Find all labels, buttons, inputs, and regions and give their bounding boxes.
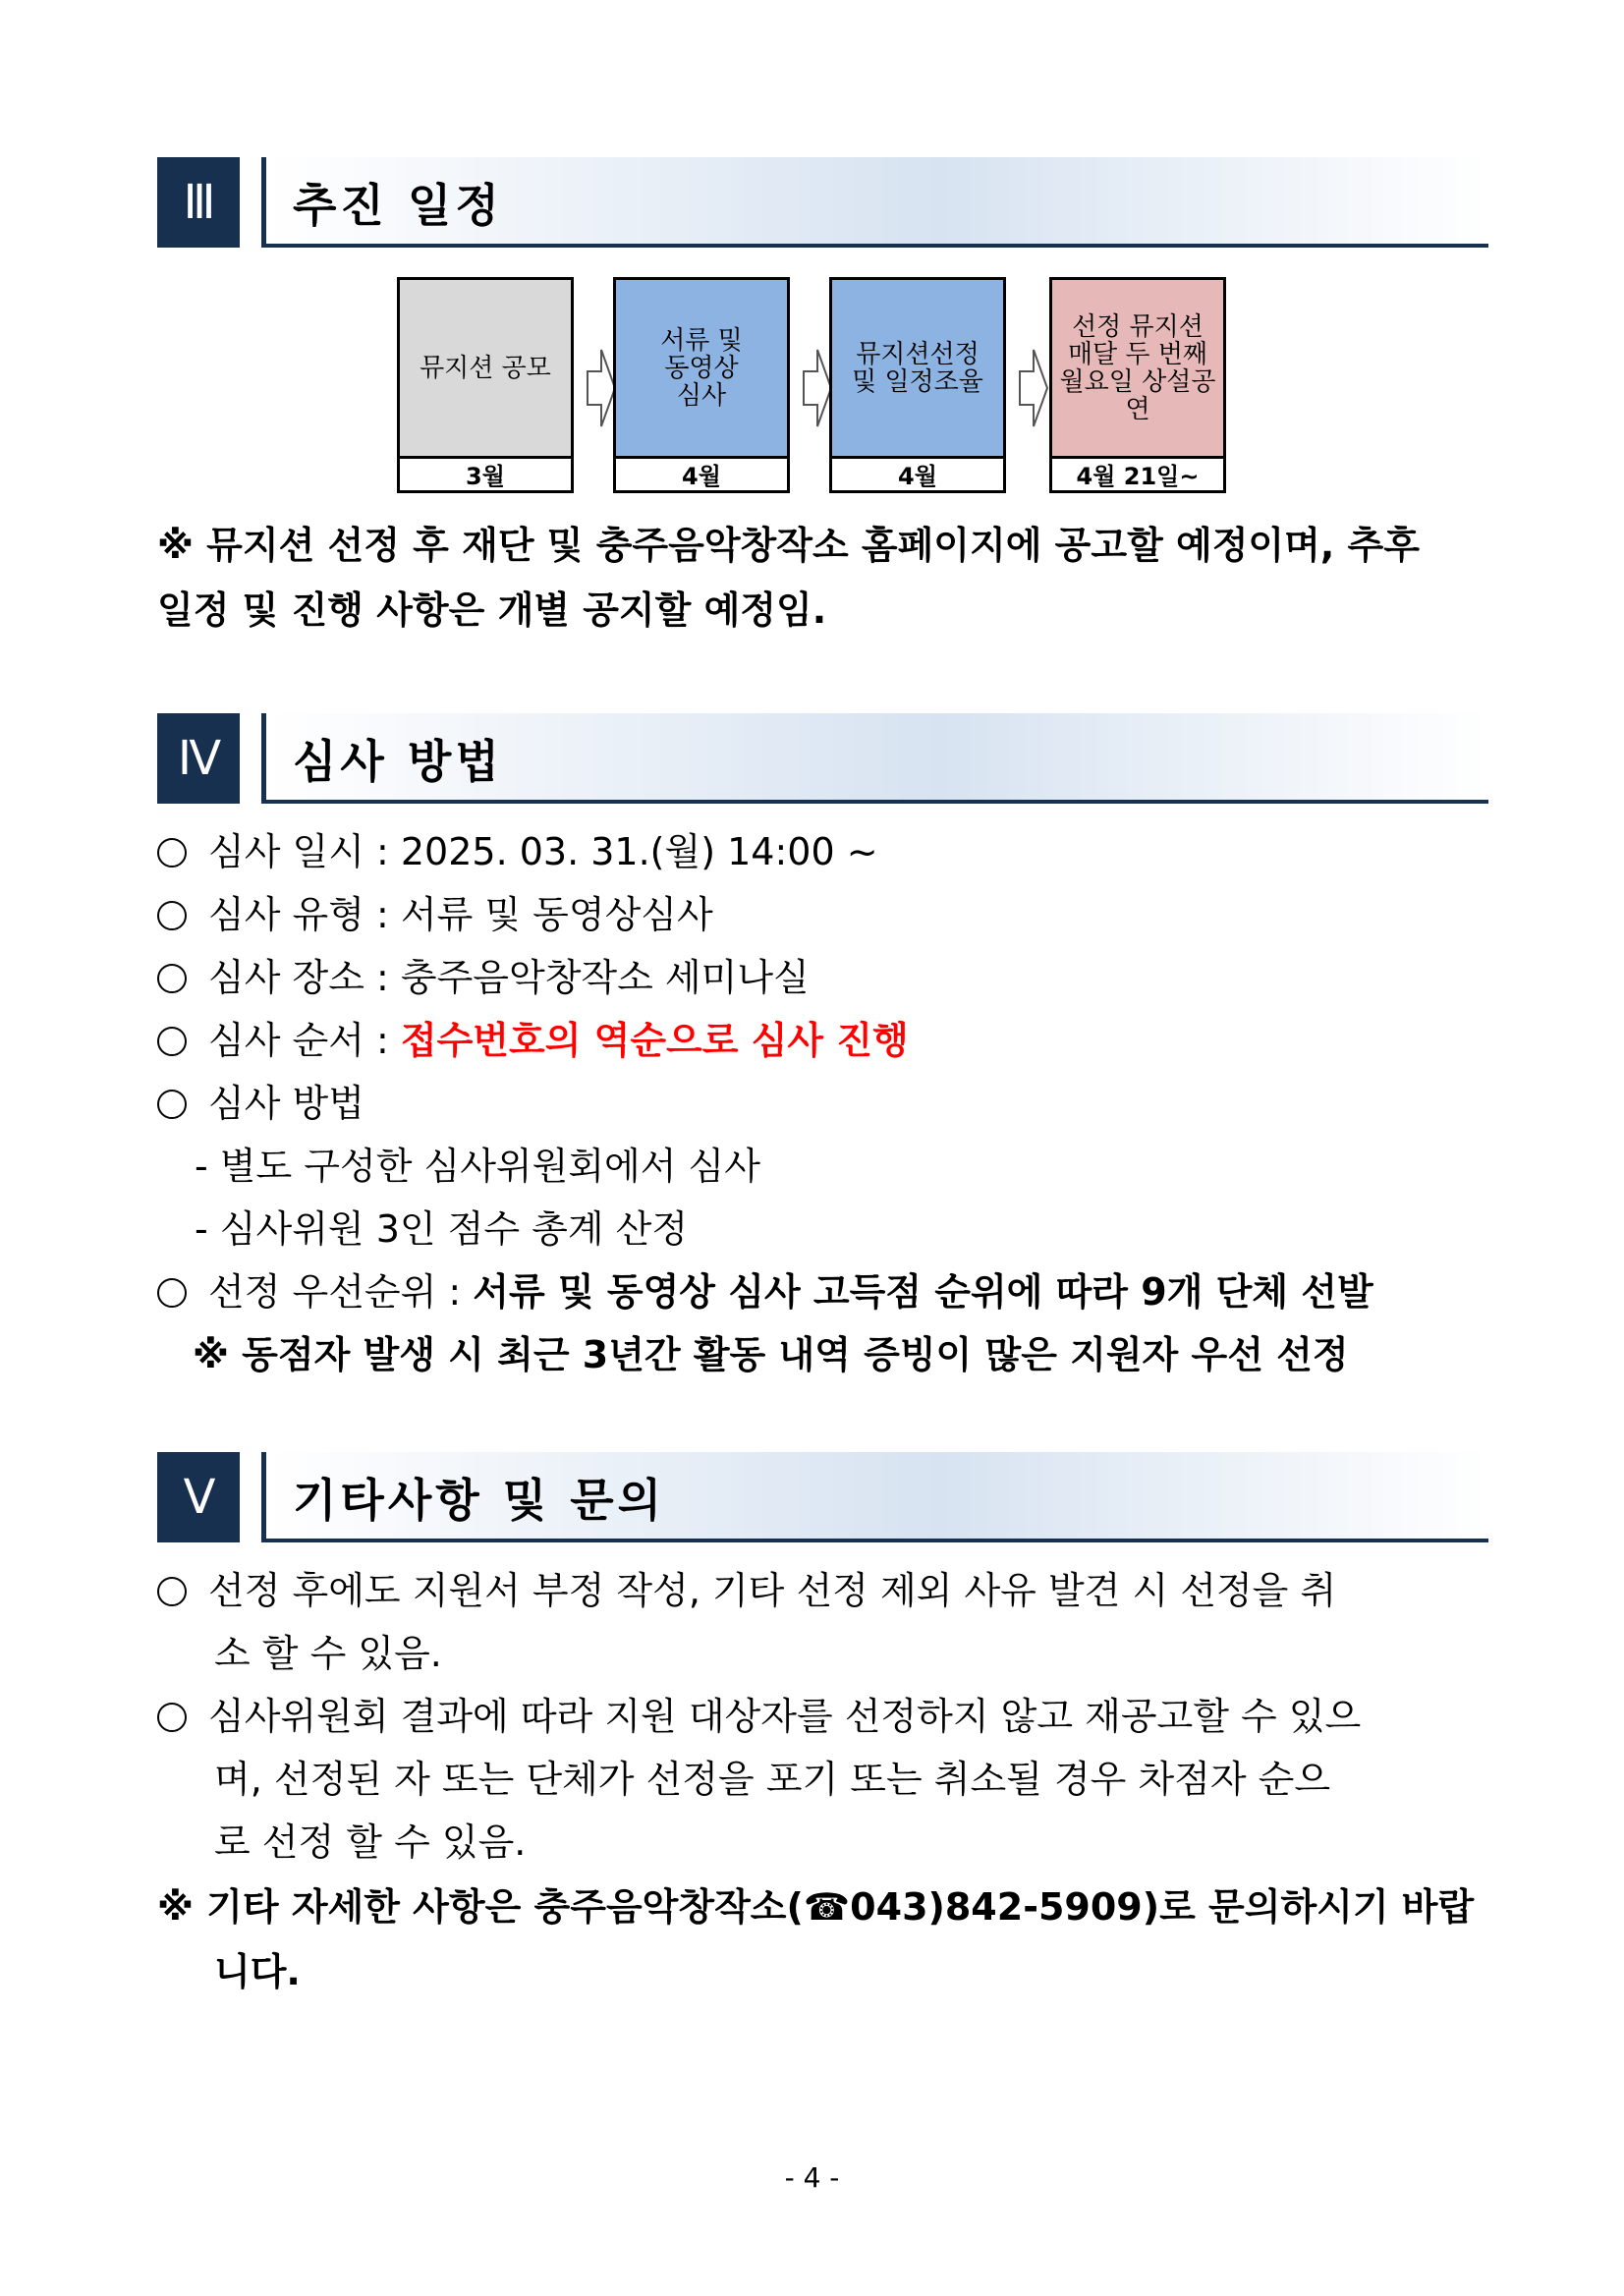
contact-note-line2: 니다.: [214, 1950, 301, 1993]
page-number: - 4 -: [784, 2161, 840, 2194]
flow-step-label: 뮤지션선정 및 일정조율: [832, 280, 1003, 459]
review-priority-label: 선정 우선순위 :: [208, 1270, 474, 1314]
section-title: 기타사항 및 문의: [293, 1474, 666, 1527]
section-header-schedule: [157, 157, 1484, 248]
flow-step-month: 4월: [898, 462, 937, 490]
etc-item2-text: 심사위원회 결과에 따라 지원 대상자를 선정하지 않고 재공고할 수 있으: [208, 1695, 1362, 1738]
review-method-sub2: - 심사위원 3인 점수 총계 산정: [195, 1207, 689, 1251]
review-type: [157, 884, 713, 938]
review-date: [157, 821, 878, 875]
circle-bullet-icon: [157, 1278, 187, 1308]
circle-bullet-icon: [157, 964, 187, 993]
review-method: [157, 1073, 364, 1127]
etc-item2-line2: 며, 선정된 자 또는 단체가 선정을 포기 또는 취소될 경우 차점자 순으: [214, 1758, 1331, 1801]
contact-note-line1: ※ 기타 자세한 사항은 충주음악창작소(☎043)842-5909)로 문의하시기 바랍: [157, 1885, 1475, 1929]
flow-step-month: 4월: [682, 462, 721, 490]
flow-step-recruit: [397, 277, 574, 493]
schedule-flow: [397, 277, 1242, 497]
etc-item1-line2: 소 할 수 있음.: [214, 1632, 442, 1675]
review-place-text: 심사 장소 : 충주음악창작소 세미나실: [208, 956, 810, 999]
circle-bullet-icon: [157, 1577, 187, 1606]
section-number: Ⅲ: [157, 157, 240, 248]
flow-step-label: 선정 뮤지션 매달 두 번째 월요일 상설공연: [1052, 280, 1223, 459]
review-date-text: 심사 일시 : 2025. 03. 31.(월) 14:00 ~: [208, 830, 878, 873]
schedule-note-line2: 일정 및 진행 사항은 개별 공지할 예정임.: [157, 588, 827, 632]
review-method-text: 심사 방법: [208, 1082, 364, 1125]
section-number: Ⅴ: [157, 1452, 240, 1542]
arrow-right-icon: [1018, 344, 1049, 432]
flow-step-selection: [829, 277, 1006, 493]
schedule-note-line1: ※ 뮤지션 선정 후 재단 및 충주음악창작소 홈페이지에 공고할 예정이며, 추후: [157, 524, 1420, 567]
etc-item1-line1: [157, 1560, 1484, 1614]
flow-step-month: 4월 21일~: [1076, 462, 1200, 490]
review-order: [157, 1010, 909, 1064]
circle-bullet-icon: [157, 1703, 187, 1732]
review-order-value: 접수번호의 역순으로 심사 진행: [400, 1019, 909, 1062]
section-title: 심사 방법: [293, 735, 503, 788]
section-title: 추진 일정: [293, 179, 503, 232]
circle-bullet-icon: [157, 901, 187, 930]
review-place: [157, 947, 810, 1001]
flow-step-performance: [1049, 277, 1226, 493]
review-priority-note: ※ 동점자 발생 시 최근 3년간 활동 내역 증빙이 많은 지원자 우선 선정: [193, 1333, 1349, 1376]
review-type-text: 심사 유형 : 서류 및 동영상심사: [208, 893, 713, 936]
etc-item2-line1: [157, 1686, 1484, 1740]
review-priority-value: 서류 및 동영상 심사 고득점 순위에 따라 9개 단체 선발: [473, 1270, 1373, 1314]
section-header-review: [157, 713, 1484, 804]
flow-step-label: 뮤지션 공모: [400, 280, 571, 459]
circle-bullet-icon: [157, 838, 187, 868]
flow-step-screening: [613, 277, 790, 493]
etc-item1-text: 선정 후에도 지원서 부정 작성, 기타 선정 제외 사유 발견 시 선정을 취: [208, 1569, 1337, 1612]
review-order-label: 심사 순서 :: [208, 1019, 401, 1062]
flow-step-month: 3월: [466, 462, 505, 490]
review-method-sub1: - 별도 구성한 심사위원회에서 심사: [195, 1145, 760, 1188]
circle-bullet-icon: [157, 1090, 187, 1119]
circle-bullet-icon: [157, 1027, 187, 1056]
section-number: Ⅳ: [157, 713, 240, 804]
section-header-etc: [157, 1452, 1484, 1542]
review-priority: [157, 1261, 1373, 1316]
etc-item2-line3: 로 선정 할 수 있음.: [214, 1820, 527, 1864]
flow-step-label: 서류 및 동영상 심사: [616, 280, 787, 459]
